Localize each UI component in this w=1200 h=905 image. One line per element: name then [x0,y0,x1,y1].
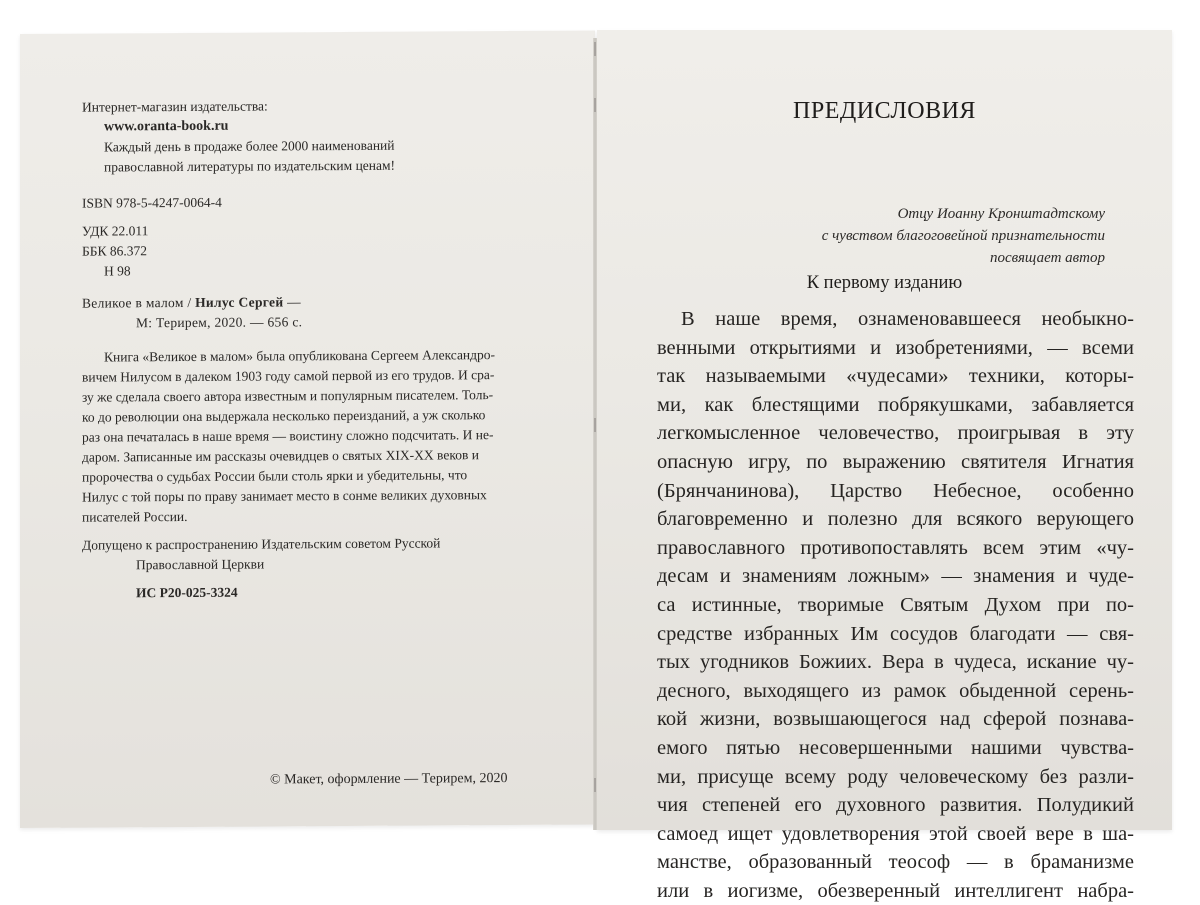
body-line: легкомысленное человечество, проигрывая в эту [657,422,1134,445]
isbn: ISBN 978-5-4247-0064-4 [82,194,222,211]
body-line: десам и знамениям ложным» — знамения и чуде- [657,565,1134,588]
annotation-line: писателей России. [82,508,188,525]
publisher-shop-block [82,95,542,178]
approval-line-1: Допущено к распространению Издательским советом Русской [82,535,441,553]
shop-line-1: Каждый день в продаже более 2000 наименований [104,137,395,155]
dedication-line-2: с чувством благоговейной признательности [821,228,1105,244]
shop-url[interactable]: www.oranta-book.ru [104,118,229,135]
body-line: манстве, образованный теософ — в браманизме [657,851,1134,874]
body-line: (Брянчанинова), Царство Небесное, особенно [657,479,1134,502]
stitch-mark [594,418,596,432]
bibliographic-title-line [82,291,542,314]
shop-line-2: православной литературы по издательским ценам! [104,157,396,175]
body-line: или в иогизме, обезверенный интеллигент набра- [657,879,1134,902]
body-line: опасную игру, по выражению святителя Игнатия [657,450,1134,473]
author-mark: Н 98 [104,263,131,279]
bibliographic-record [82,291,542,334]
body-line: так называемыми «чудесами» техники, которы- [657,365,1134,388]
dedication-line-1: Отцу Иоанну Кронштадтскому [897,206,1105,222]
book-imprint: М: Терирем, 2020. — 656 с. [136,314,303,331]
right-page-preface [597,30,1172,902]
shop-label: Интернет-магазин издательства: [82,98,268,115]
stitch-mark [594,778,596,792]
annotation-line: Нилус с той поры по праву занимает место в сонме великих духовных [82,487,487,505]
church-approval [82,533,542,604]
body-line: православного противопоставлять всем этим «чу- [657,536,1134,559]
approval-code: ИС Р20-025-3324 [136,584,238,601]
udk-code: УДК 22.011 [82,223,149,239]
copyright-notice: © Макет, оформление — Терирем, 2020 [270,771,508,788]
classification-block [82,219,542,282]
annotation-line: пророчества о судьбах России были столь ярки и убедительны, что [82,467,468,485]
section-subheading: К первому изданию [806,273,963,293]
annotation-line: ко до революции она выдержала несколько переизданий, а уж сколько [82,407,486,425]
body-line: самоед ищет удовлетворения этой своей вере в ша- [657,822,1134,845]
approval-line-2: Православной Церкви [136,556,265,573]
body-line: чия степеней его духовного развития. Полудикий [657,794,1134,817]
left-page-imprint [20,30,595,828]
dedication [822,203,1105,269]
body-line: ми, как блестящими побрякушками, забавляется [657,393,1134,416]
body-line: венными открытиями и изобретениями, — всеми [657,336,1134,359]
body-line: кой жизни, возвышающегося над сферой познава- [657,708,1134,731]
annotation-line: раз она печаталась в наше время — воистину сложно подсчитать. И не- [82,427,494,445]
body-line: благовременно и полезно для всякого верующего [657,508,1134,531]
body-line: десного, выходящего из рамок обыденной серень- [657,679,1134,702]
body-line: са истинные, творимые Святым Духом при по- [657,593,1134,616]
annotation-line: зу же сделала своего автора известным и популярным писателем. Толь- [82,387,494,405]
body-line: ми, присуще всему роду человеческому без разли- [657,765,1134,788]
stitch-mark [594,98,596,112]
body-line: средстве избранных Им сосудов благодати — свя- [657,622,1134,645]
book-author: Нилус Сергей [195,294,284,310]
annotation-line: Книга «Великое в малом» была опубликована Сергеем Александро- [104,347,496,365]
body-line: емого пятью несовершенными нашими чувства- [657,736,1134,759]
annotation [82,345,542,528]
book-title: Великое в малом / [82,294,196,311]
dedication-line-3: посвящает автор [989,250,1105,266]
preface-body [657,305,1134,905]
body-line: тых угодников Божиих. Вера в чудеса, искание чу- [657,651,1134,674]
annotation-line: вичем Нилусом в далеком 1903 году самой первой из его трудов. И сра- [82,367,495,385]
bbk-code: ББК 86.372 [82,243,148,259]
title-dash: — [283,294,301,310]
chapter-heading: ПРЕДИСЛОВИЯ [793,98,976,124]
body-line: В наше время, ознаменовавшееся необыкно- [681,308,1134,330]
annotation-line: даром. Записанные им рассказы очевидцев о святых XIX-XX веков и [82,447,479,465]
stitch-mark [594,42,596,56]
